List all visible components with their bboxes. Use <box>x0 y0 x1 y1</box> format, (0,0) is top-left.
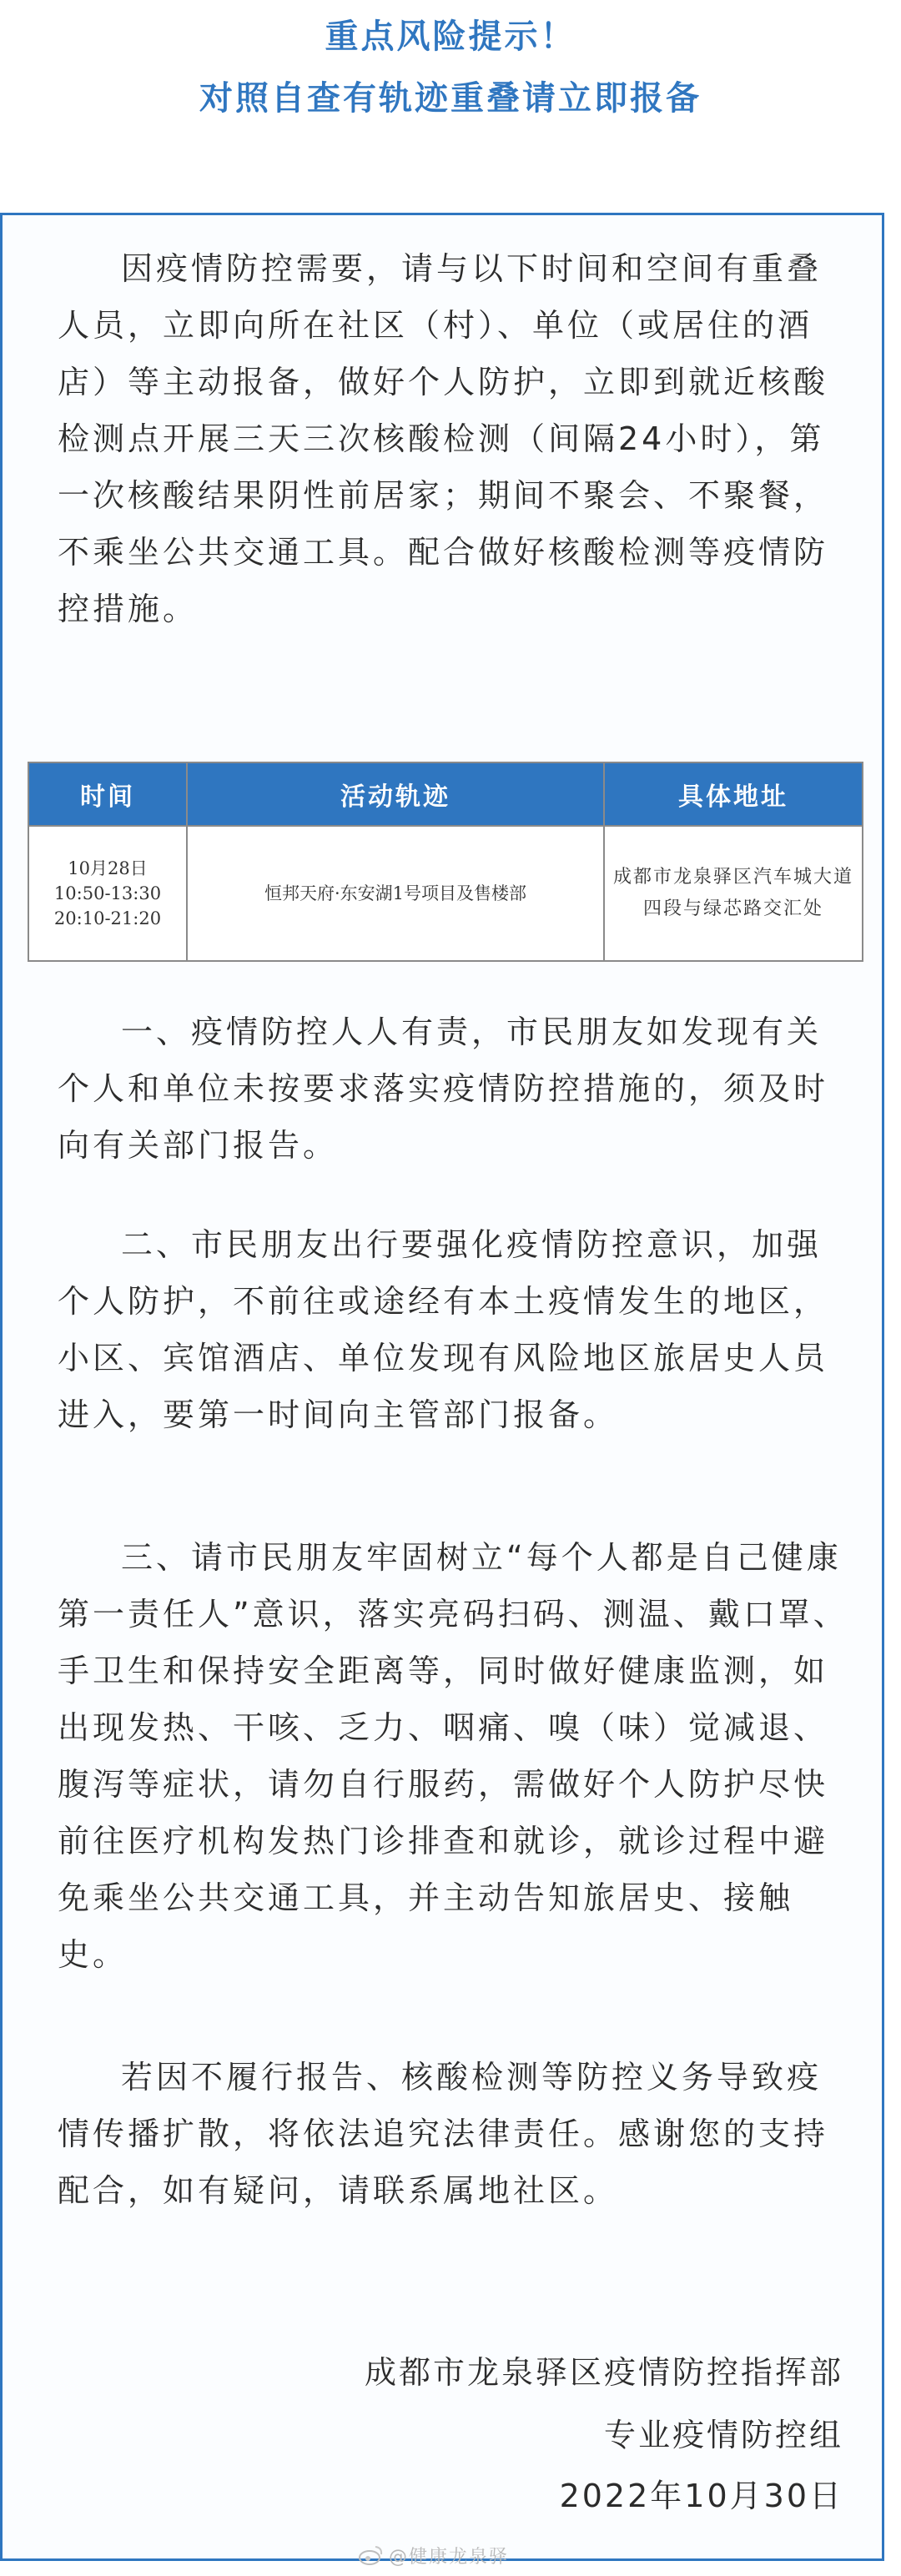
watermark-text: @健康龙泉驿 <box>389 2546 510 2568</box>
cell-time <box>28 826 187 961</box>
notice-card <box>0 213 884 2561</box>
time-range-1: 10:50-13:30 <box>53 883 162 903</box>
header <box>0 0 901 213</box>
signature-org: 成都市龙泉驿区疫情防控指挥部 <box>364 2354 843 2391</box>
header-title: 重点风险提示！ <box>325 18 576 56</box>
header-address: 具体地址 <box>604 762 863 826</box>
point-one: 一、疫情防控人人有责，市民朋友如发现有关个人和单位未按要求落实疫情防控措施的，须及时向有关部门报告。 <box>58 1014 829 1164</box>
point-four: 若因不履行报告、核酸检测等防控义务导致疫情传播扩散，将依法追究法律责任。感谢您的支持配合，如有疑问，请联系属地社区。 <box>58 2059 829 2209</box>
weibo-icon <box>359 2544 384 2566</box>
signature-group: 专业疫情防控组 <box>603 2417 843 2453</box>
time-date: 10月28日 <box>68 858 148 878</box>
table-header-row <box>28 762 863 826</box>
cell-track: 恒邦天府·东安湖1号项目及售楼部 <box>187 826 604 961</box>
trajectory-table <box>28 762 863 962</box>
cell-address: 成都市龙泉驿区汽车城大道四段与绿芯路交汇处 <box>604 826 863 961</box>
time-range-2: 20:10-21:20 <box>53 908 162 928</box>
header-subtitle: 对照自查有轨迹重叠请立即报备 <box>199 79 702 118</box>
signature-date: 2022年10月30日 <box>559 2478 843 2514</box>
header-time: 时间 <box>28 762 187 826</box>
table-row <box>28 826 863 961</box>
point-two: 二、市民朋友出行要强化疫情防控意识，加强个人防护，不前往或途经有本土疫情发生的地区，小区、宾馆酒店、单位发现有风险地区旅居史人员进入，要第一时间向主管部门报备。 <box>58 1226 829 1433</box>
header-track: 活动轨迹 <box>187 762 604 826</box>
point-three: 三、请市民朋友牢固树立“每个人都是自己健康第一责任人”意识，落实亮码扫码、测温、戴口罩、手卫生和保持安全距离等，同时做好健康监测，如出现发热、干咳、乏力、咽痛、嗅（味）觉减退、腹泻等症状，请勿自行服药，需做好个人防护尽快前往医疗机构发热门诊排查和就诊，就诊过程中避免乘坐公共交通工具，并主动告知旅居史、接触史。 <box>58 1539 848 1973</box>
intro-paragraph: 因疫情防控需要，请与以下时间和空间有重叠人员，立即向所在社区（村）、单位（或居住的酒店）等主动报备，做好个人防护，立即到就近核酸检测点开展三天三次核酸检测（间隔24小时），第一次核酸结果阴性前居家；期间不聚会、不聚餐，不乘坐公共交通工具。配合做好核酸检测等疫情防控措施。 <box>58 250 829 627</box>
weibo-watermark <box>359 2540 509 2570</box>
